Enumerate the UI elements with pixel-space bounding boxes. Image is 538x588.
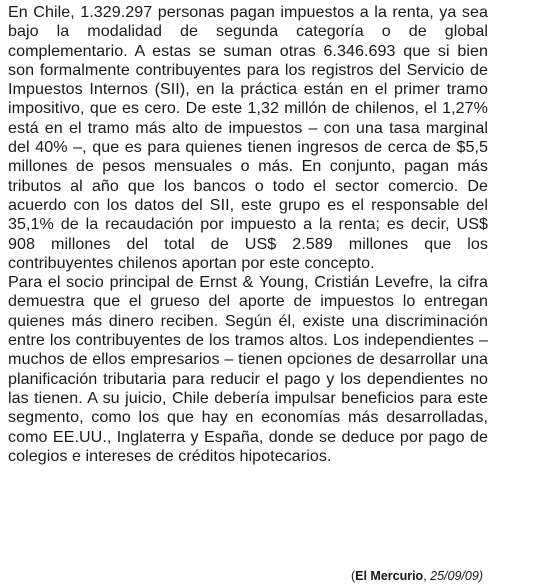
source-date: 25/09/09 — [430, 569, 479, 583]
article-paragraph-1: En Chile, 1.329.297 personas pagan impuestos a la renta, ya sea bajo la modalidad de segunda categoría o de global complementario. A estas se suman otras 6.346.693 que si bien son formalmente contribuyentes para los registros del Servicio de Impuestos Internos (SII), en la práctica están en el primer tramo impositivo, que es cero. De este 1,32 millón de chilenos, el 1,27% está en el tramo más alto de impuestos – con una tasa marginal del 40% –, que es para quienes tienen ingresos de cerca de $5,5 millones de pesos mensuales o más. En conjunto, pagan más tributos al año que los bancos o todo el sector comercio. De acuerdo con los datos del SII, este grupo es el responsable del 35,1% de la recaudación por impuesto a la renta; es decir, US$ 908 millones del total de US$ 2.589 millones que los contribuyentes chilenos aportan por este concepto. — [8, 3, 488, 272]
source-citation — [351, 568, 483, 584]
source-close-paren: ) — [478, 569, 483, 583]
article-paragraph-2: Para el socio principal de Ernst & Young, Cristián Levefre, la cifra demuestra que el grueso del aporte de impuestos lo entregan quienes más dinero reciben. Según él, existe una discriminación entre los contribuyentes de los tramos altos. Los independientes – muchos de ellos empresarios – tienen opciones de desarrollar una planificación tributaria para reducir el pago y los dependientes no las tienen. A su juicio, Chile debería impulsar beneficios para este segmento, como los que hay en economías más desarrolladas, como EE.UU., Inglaterra y España, donde se deduce por pago de colegios e intereses de créditos hipotecarios. — [8, 273, 488, 465]
source-separator: , — [423, 569, 431, 583]
source-open-paren: ( — [350, 569, 356, 583]
source-publication: El Mercurio — [355, 569, 424, 583]
article-body — [8, 3, 488, 466]
